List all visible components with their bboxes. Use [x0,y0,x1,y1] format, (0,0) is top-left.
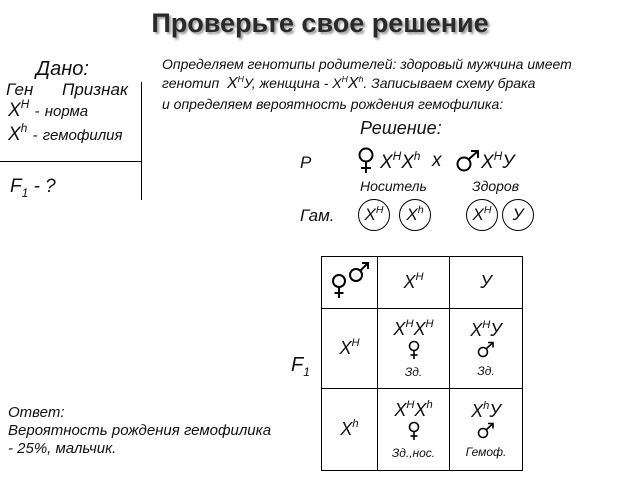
male-symbol-icon [350,263,368,281]
cell-note: Зд. [404,364,423,379]
cell-note: Гемоф. [465,444,507,459]
col-header-xh: $X^H$ [378,257,450,309]
cell-xhy: $X^HУ$ Зд. [450,309,523,389]
male-symbol-icon [454,148,482,174]
gamete-mother-2: $X^h$ [399,199,431,231]
female-symbol-icon [407,340,421,360]
page-title: Проверьте свое решение [151,8,489,38]
mother-genotype: $X^HX^h$ [380,149,421,173]
female-symbol-icon [333,275,345,298]
gamete-father-1: $X^H$ [466,199,498,231]
f1-side-label: $F_1$ [291,354,310,379]
intro-text: Определяем генотипы родителей: здоровый мужчина имеет генотип $X^HУ$, женщина - $X^HX^h$. Записываем схему брака и определяем вероятность рождения гемофилика: [162,56,572,112]
female-symbol-icon [407,421,421,441]
female-symbol-icon [356,146,376,176]
row-header-xh: $X^H$ [322,309,378,389]
mother-note: Носитель [360,178,427,194]
sex-symbols-icon [326,257,374,303]
find-f1: $F_1$ - ? [10,176,56,200]
solution-title: Решение: [360,118,442,138]
male-symbol-icon [476,341,496,359]
given-vertical-divider [141,82,142,200]
gene-header: Ген [6,80,34,99]
cell-note: Зд. [477,363,495,378]
gamete-father-2: У [502,199,534,231]
parents-label: Р [300,153,312,172]
gene-row-recessive: $X^h$ - гемофилия [8,121,123,145]
gene-row-dominant: $X^H$ - норма [8,97,89,121]
punnett-square [321,256,523,471]
cell-xhy-hemophilic: $X^hУ$ Гемоф. [450,389,523,471]
row-header-xh-recessive: $X^h$ [322,389,378,471]
father-genotype: $X^HУ$ [481,149,515,173]
given-title: Дано: [36,58,89,80]
father-note: Здоров [472,178,519,194]
given-horizontal-divider [0,161,141,162]
gamete-mother-1: $X^H$ [358,199,390,231]
answer-line: Вероятность рождения гемофилика [8,422,272,439]
col-header-y: У [450,257,523,309]
answer-block [8,404,271,458]
cell-xhxh: $X^HX^H$ Зд. [378,309,450,389]
male-symbol-icon [476,422,496,440]
cross-sign: x [432,150,442,171]
answer-label: Ответ: [8,404,65,421]
punnett-corner [322,257,378,309]
gametes-label: Гам. [300,206,335,225]
answer-result: - 25%, мальчик. [8,440,117,457]
cell-note: Зд.,нос. [391,445,436,460]
cell-xhxh-carrier: $X^HX^h$ Зд.,нос. [378,389,450,471]
trait-header: Признак [62,80,128,99]
